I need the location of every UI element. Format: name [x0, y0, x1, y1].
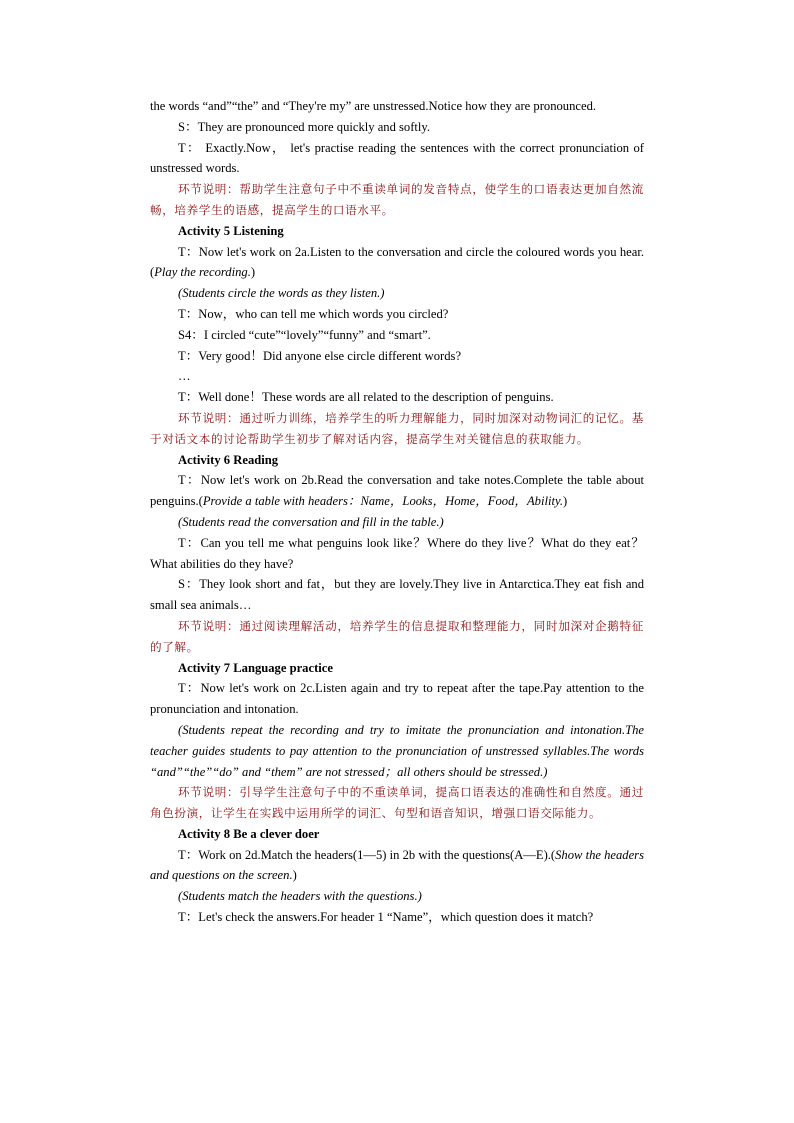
teacher-line [150, 242, 644, 284]
teacher-line: T：Very good！Did anyone else circle different words? [178, 348, 462, 363]
stage-direction: Provide a table with headers：Name，Looks，Home，Food，Ability. [202, 494, 563, 509]
activity-heading: Activity 5 Listening [178, 223, 284, 238]
section-note: 环节说明：通过听力训练，培养学生的听力理解能力，同时加深对动物词汇的记忆。基于对话文本的讨论帮助学生初步了解对话内容，提高学生对关键信息的获取能力。 [150, 410, 644, 446]
teacher-text: T：Work on 2d.Match the headers(1—5) in 2b with the questions(A—E).( [178, 847, 556, 862]
section-note: 环节说明：引导学生注意句子中的不重读单词，提高口语表达的准确性和自然度。通过角色扮演，让学生在实践中运用所学的词汇、句型和语音知识，增强口语交际能力。 [150, 785, 644, 821]
activity-heading: Activity 6 Reading [178, 452, 279, 467]
teacher-line: T：Let's check the answers.For header 1 “Name”，which question does it match? [178, 910, 594, 925]
stage-direction: (Students repeat the recording and try to imitate the pronunciation and intonation.The teacher guides students to pay attention to the pronunciation of unstressed syllables.The words “and”“the”“do” and “them” are not stressed；all others should be stressed.) [150, 722, 644, 779]
stage-direction: (Students match the headers with the questions.) [178, 889, 422, 904]
teacher-line [150, 845, 644, 887]
section-note: 环节说明：通过阅读理解活动，培养学生的信息提取和整理能力，同时加深对企鹅特征的了解。 [150, 618, 644, 654]
stage-direction: (Students read the conversation and fill in the table.) [178, 514, 444, 529]
activity-heading: Activity 7 Language practice [178, 660, 333, 675]
teacher-line: T：Can you tell me what penguins look like？Where do they live？What do they eat？What abilities do they have? [150, 535, 644, 571]
stage-direction: Show the headers and questions on the screen. [150, 847, 644, 883]
teacher-text: T：Now let's work on 2b.Read the conversation and take notes.Complete the table about penguins.( [150, 473, 644, 509]
teacher-line: T：Well done！These words are all related to the description of penguins. [178, 390, 554, 405]
paragraph: the words “and”“the” and “They're my” are unstressed.Notice how they are pronounced. [150, 99, 597, 113]
teacher-line: T：Now let's work on 2c.Listen again and try to repeat after the tape.Pay attention to the pronunciation and intonation. [150, 681, 644, 717]
ellipsis-line: … [178, 369, 191, 384]
stage-direction: (Students circle the words as they listen.) [178, 286, 385, 301]
student-line: S：They look short and fat，but they are lovely.They live in Antarctica.They eat fish and small sea animals… [150, 577, 644, 613]
teacher-line [150, 470, 644, 512]
student-line: S4：I circled “cute”“lovely”“funny” and “smart”. [178, 327, 431, 342]
section-note: 环节说明：帮助学生注意句子中不重读单词的发音特点，使学生的口语表达更加自然流畅，培养学生的语感，提高学生的口语水平。 [150, 182, 644, 217]
student-line: S：They are pronounced more quickly and softly. [178, 119, 431, 134]
closing-paren: ) [563, 494, 568, 509]
closing-paren: ) [292, 868, 297, 883]
document-body [150, 96, 644, 928]
teacher-line: T：Now，who can tell me which words you circled? [178, 306, 449, 321]
stage-direction: Play the recording. [154, 265, 251, 280]
closing-paren: ) [250, 265, 256, 280]
teacher-line: T： Exactly.Now， let's practise reading the sentences with the correct pronunciation of unstressed words. [150, 140, 644, 176]
teacher-text: T：Now let's work on 2a.Listen to the conversation and circle the coloured words you hear.( [150, 244, 644, 280]
activity-heading: Activity 8 Be a clever doer [178, 826, 320, 841]
